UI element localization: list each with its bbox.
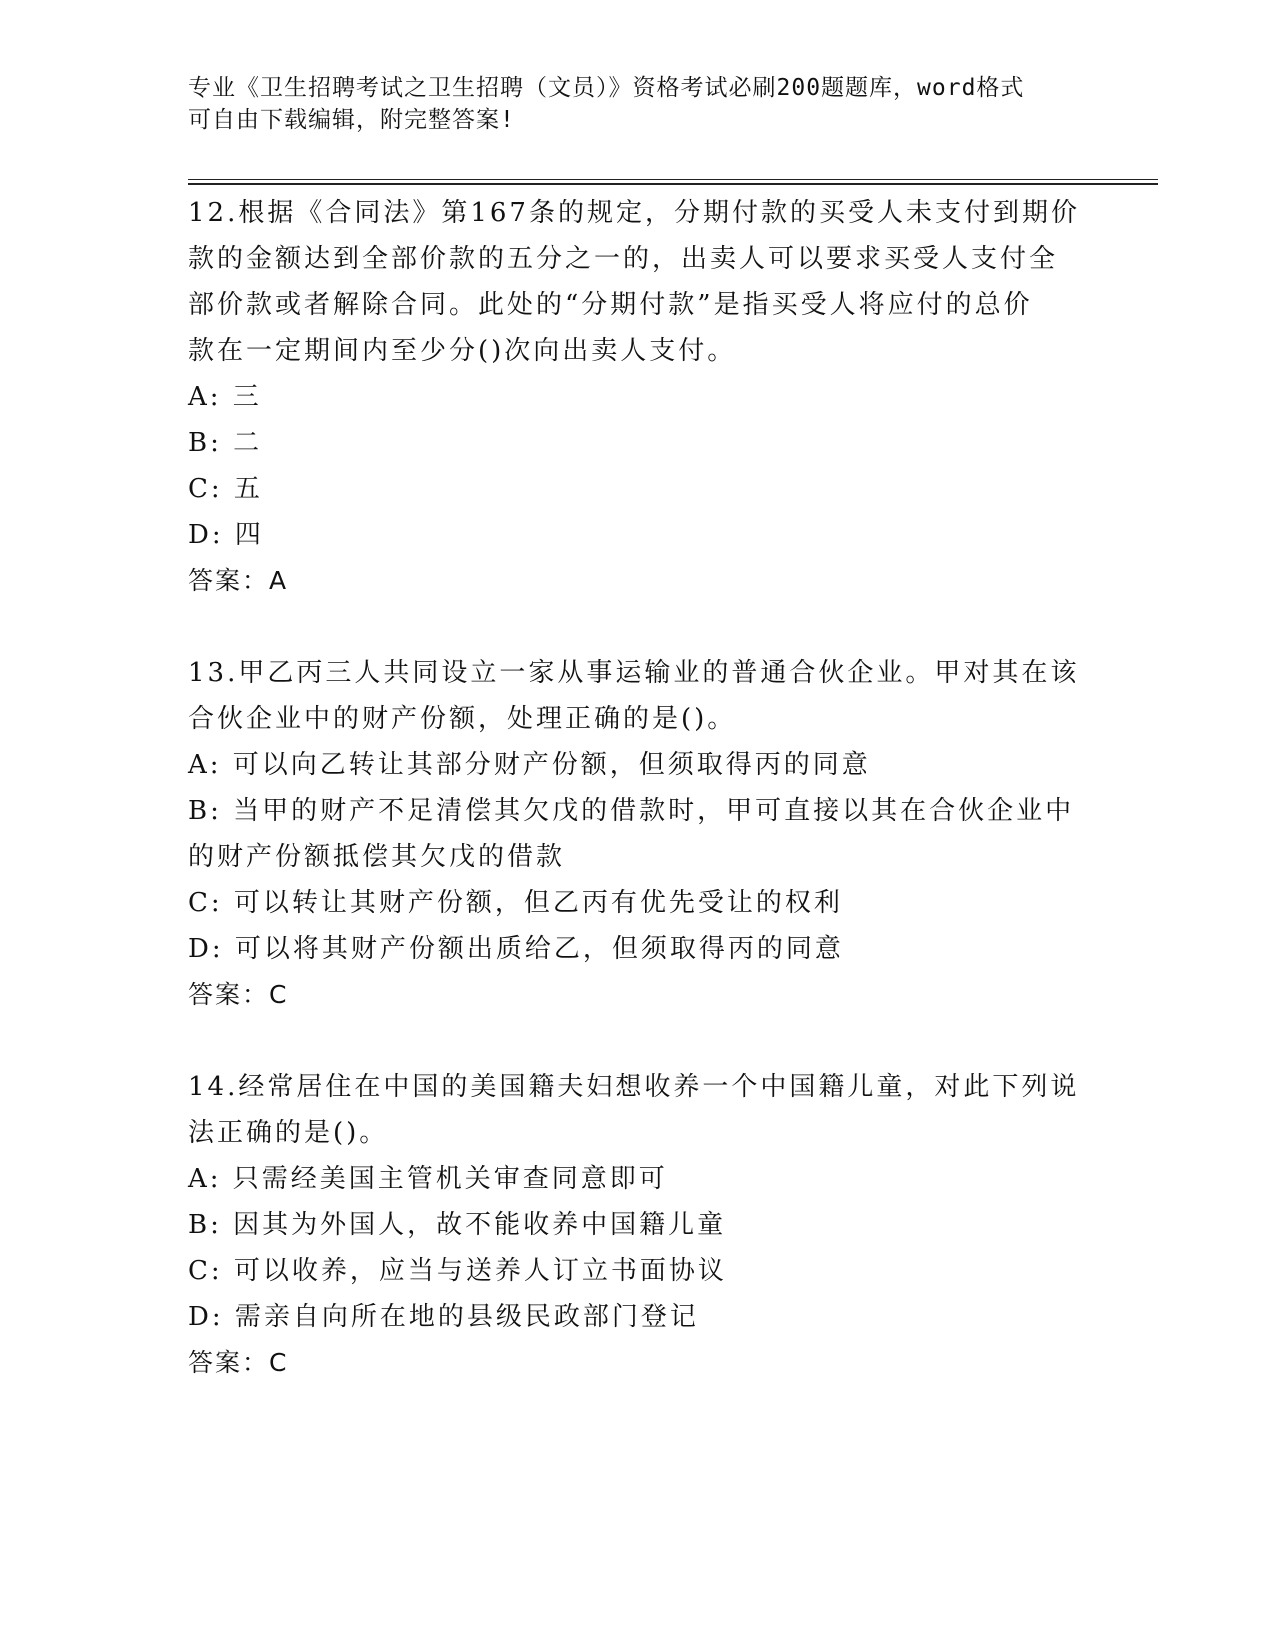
option-a: A: 三 bbox=[188, 382, 262, 412]
option-b-continued: 的财产份额抵偿其欠戊的借款 bbox=[188, 842, 566, 872]
option-a: A: 只需经美国主管机关审查同意即可 bbox=[188, 1164, 668, 1194]
question-stem bbox=[188, 190, 1088, 374]
question-stem bbox=[188, 1064, 1088, 1156]
option-c: C: 五 bbox=[188, 474, 263, 504]
header-divider-thin bbox=[188, 179, 1158, 180]
question-list bbox=[188, 190, 1088, 1432]
header-line-2: 可自由下载编辑，附完整答案! bbox=[188, 107, 515, 133]
header-divider-thick bbox=[188, 183, 1158, 185]
header-line-1: 专业《卫生招聘考试之卫生招聘（文员）》资格考试必刷200题题库，word格式 bbox=[188, 75, 1025, 101]
answer-label: 答案：C bbox=[188, 1348, 289, 1377]
option-b: B: 因其为外国人，故不能收养中国籍儿童 bbox=[188, 1210, 727, 1240]
stem-line: 款在一定期间内至少分()次向出卖人支付。 bbox=[188, 336, 737, 366]
option-d: D: 四 bbox=[188, 520, 264, 550]
question-stem bbox=[188, 650, 1088, 742]
question-13 bbox=[188, 650, 1088, 1018]
stem-line: 合伙企业中的财产份额，处理正确的是()。 bbox=[188, 704, 737, 734]
answer-label: 答案：A bbox=[188, 566, 289, 595]
stem-line: 法正确的是()。 bbox=[188, 1118, 389, 1148]
document-header bbox=[188, 72, 1068, 136]
stem-line: 部价款或者解除合同。此处的“分期付款”是指买受人将应付的总价 bbox=[188, 290, 1033, 320]
option-a: A: 可以向乙转让其部分财产份额，但须取得丙的同意 bbox=[188, 750, 871, 780]
option-c: C: 可以收养，应当与送养人订立书面协议 bbox=[188, 1256, 727, 1286]
stem-line: 12.根据《合同法》第167条的规定，分期付款的买受人未支付到期价 bbox=[188, 198, 1080, 228]
option-d: D: 需亲自向所在地的县级民政部门登记 bbox=[188, 1302, 699, 1332]
question-14 bbox=[188, 1064, 1088, 1386]
option-d: D: 可以将其财产份额出质给乙，但须取得丙的同意 bbox=[188, 934, 844, 964]
question-12 bbox=[188, 190, 1088, 604]
stem-line: 13.甲乙丙三人共同设立一家从事运输业的普通合伙企业。甲对其在该 bbox=[188, 658, 1080, 688]
option-b: B: 当甲的财产不足清偿其欠戊的借款时，甲可直接以其在合伙企业中 bbox=[188, 796, 1075, 826]
stem-line: 14.经常居住在中国的美国籍夫妇想收养一个中国籍儿童，对此下列说 bbox=[188, 1072, 1080, 1102]
option-b: B: 二 bbox=[188, 428, 263, 458]
stem-line: 款的金额达到全部价款的五分之一的，出卖人可以要求买受人支付全 bbox=[188, 244, 1059, 274]
option-c: C: 可以转让其财产份额，但乙丙有优先受让的权利 bbox=[188, 888, 843, 918]
answer-label: 答案：C bbox=[188, 980, 289, 1009]
